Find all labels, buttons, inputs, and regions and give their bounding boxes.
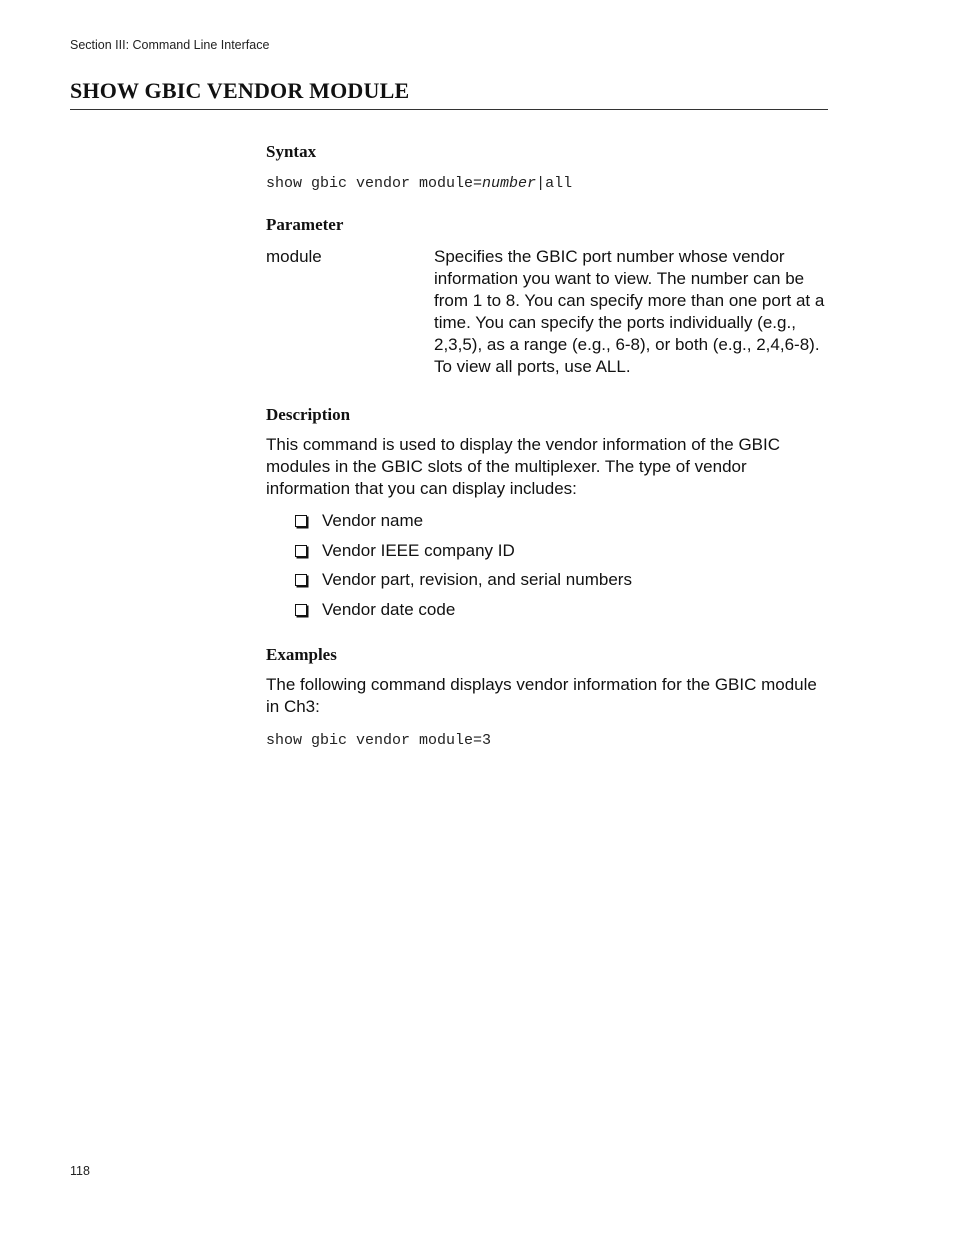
syntax-heading: Syntax bbox=[266, 142, 317, 161]
syntax-command-suffix: |all bbox=[536, 175, 573, 192]
title-rule bbox=[70, 109, 828, 110]
parameter-description: Specifies the GBIC port number whose vendor information you want to view. The number can be from 1 to 8. You can specify more than one port at a time. You can specify the ports individually (e.g., 2,3,5), as a range (e.g., 6-8), or both (e.g., 2,4,6-8). To view all ports, use ALL. bbox=[434, 247, 825, 376]
page-title: SHOW GBIC VENDOR MODULE bbox=[70, 78, 410, 103]
vendor-info-list bbox=[266, 510, 826, 628]
example-command: show gbic vendor module=3 bbox=[266, 732, 492, 749]
parameter-heading: Parameter bbox=[266, 215, 344, 234]
checkbox-bullet-icon bbox=[295, 515, 307, 527]
checkbox-bullet-icon bbox=[295, 574, 307, 586]
syntax-command-prefix: show gbic vendor module= bbox=[266, 175, 483, 192]
list-item: Vendor part, revision, and serial numbers bbox=[294, 569, 826, 599]
description-heading: Description bbox=[266, 405, 351, 424]
parameter-row bbox=[266, 246, 826, 378]
parameter-name: module bbox=[266, 247, 322, 266]
examples-heading: Examples bbox=[266, 645, 337, 664]
syntax-command bbox=[266, 174, 826, 194]
main-content bbox=[266, 140, 826, 751]
checkbox-bullet-icon bbox=[295, 604, 307, 616]
checkbox-bullet-icon bbox=[295, 545, 307, 557]
description-text: This command is used to display the vendor information of the GBIC modules in the GBIC slots of the multiplexer. The type of vendor information that you can display includes: bbox=[266, 435, 781, 498]
page-number: 118 bbox=[70, 1164, 90, 1178]
list-item: Vendor IEEE company ID bbox=[294, 540, 826, 570]
list-item: Vendor date code bbox=[294, 599, 826, 629]
examples-text: The following command displays vendor information for the GBIC module in Ch3: bbox=[266, 675, 817, 716]
syntax-command-variable: number bbox=[482, 175, 537, 192]
list-item: Vendor name bbox=[294, 510, 826, 540]
running-header: Section III: Command Line Interface bbox=[70, 38, 270, 52]
